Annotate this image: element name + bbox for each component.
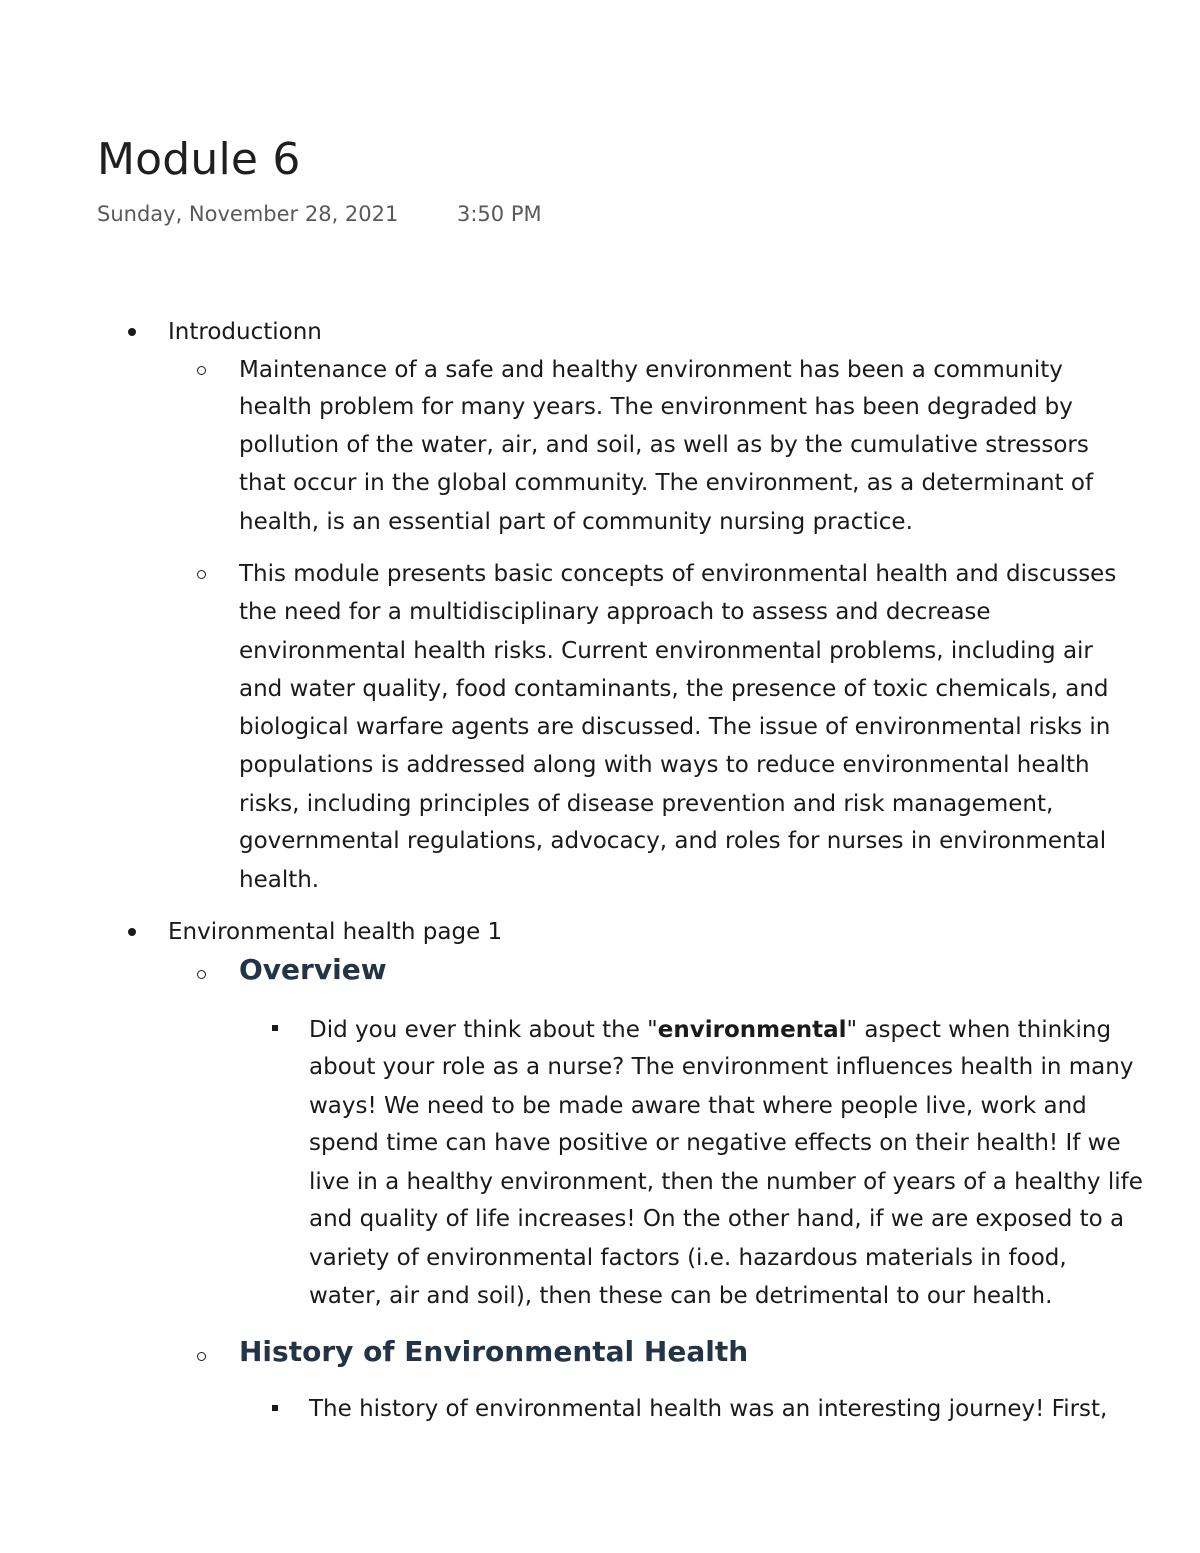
- paragraph-line: biological warfare agents are discussed. The issue of environmental risks in: [239, 714, 1111, 740]
- paragraph-line: environmental health risks. Current environmental problems, including air: [239, 638, 1093, 664]
- level2-bullet: [197, 366, 206, 375]
- page-crop-mask: [0, 1432, 1200, 1553]
- paragraph-line: variety of environmental factors (i.e. hazardous materials in food,: [309, 1245, 1067, 1271]
- paragraph-line: about your role as a nurse? The environment influences health in many: [309, 1054, 1134, 1080]
- level1-bullet: [128, 928, 136, 936]
- paragraph-line: populations is addressed along with ways to reduce environmental health: [239, 752, 1090, 778]
- paragraph-line: live in a healthy environment, then the number of years of a healthy life: [309, 1169, 1143, 1195]
- level1-bullet: [128, 328, 136, 336]
- text-run: " aspect when thinking: [846, 1017, 1112, 1043]
- level3-bullet: [272, 1025, 278, 1031]
- paragraph-line: This module presents basic concepts of environmental health and discusses: [239, 561, 1117, 587]
- paragraph-line: and water quality, food contaminants, the presence of toxic chemicals, and: [239, 676, 1109, 702]
- paragraph-line: that occur in the global community. The environment, as a determinant of: [239, 470, 1094, 496]
- outline-item-environmental-health: Environmental health page 1: [168, 919, 503, 945]
- level3-bullet: [272, 1405, 278, 1411]
- paragraph-line: governmental regulations, advocacy, and roles for nurses in environmental: [239, 828, 1107, 854]
- paragraph-line: ways! We need to be made aware that where people live, work and: [309, 1093, 1087, 1119]
- paragraph-line: and quality of life increases! On the other hand, if we are exposed to a: [309, 1206, 1125, 1232]
- paragraph-line: health problem for many years. The environment has been degraded by: [239, 394, 1073, 420]
- level2-bullet: [197, 570, 206, 579]
- paragraph-line: water, air and soil), then these can be detrimental to our health.: [309, 1283, 1053, 1309]
- bold-term: environmental: [657, 1017, 847, 1043]
- outline-item-introduction: Introductionn: [168, 319, 322, 345]
- paragraph-line: health.: [239, 867, 320, 893]
- level2-bullet: [197, 970, 206, 979]
- paragraph-line: risks, including principles of disease prevention and risk management,: [239, 791, 1054, 817]
- paragraph-line: health, is an essential part of community nursing practice.: [239, 509, 913, 535]
- paragraph-line: the need for a multidisciplinary approach to assess and decrease: [239, 599, 991, 625]
- paragraph-line: spend time can have positive or negative effects on their health! If we: [309, 1130, 1121, 1156]
- text-run: Did you ever think about the ": [309, 1017, 658, 1043]
- paragraph-line: pollution of the water, air, and soil, as well as by the cumulative stressors: [239, 432, 1089, 458]
- page-metadata: [97, 200, 542, 228]
- page-time: 3:50 PM: [457, 202, 542, 226]
- history-heading: History of Environmental Health: [239, 1335, 749, 1368]
- overview-heading: Overview: [239, 953, 387, 986]
- paragraph-line: The history of environmental health was an interesting journey! First,: [309, 1396, 1108, 1422]
- page-date: Sunday, November 28, 2021: [97, 202, 399, 226]
- page-title: Module 6: [97, 134, 301, 185]
- paragraph-line: Maintenance of a safe and healthy environment has been a community: [239, 357, 1063, 383]
- level2-bullet: [197, 1352, 206, 1361]
- paragraph-line: [309, 1011, 1111, 1049]
